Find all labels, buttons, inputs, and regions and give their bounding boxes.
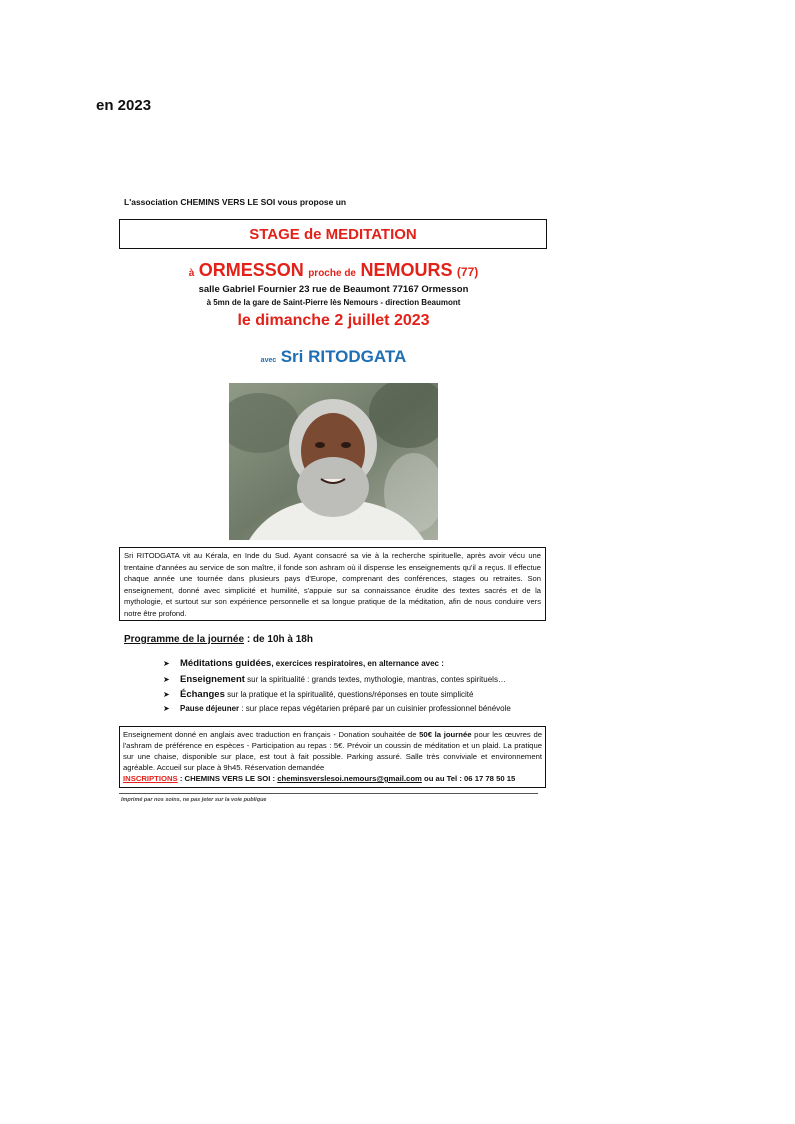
title-box: [119, 219, 547, 249]
location-city: NEMOURS: [360, 260, 453, 280]
arrowhead-bullet-icon: ➤: [163, 704, 170, 713]
teacher-line: [119, 347, 548, 367]
program-hours: : de 10h à 18h: [244, 634, 313, 645]
address: salle Gabriel Fournier 23 rue de Beaumont 77167 Ormesson: [198, 284, 469, 295]
contact-phone: ou au Tel : 06 17 78 50 15: [421, 774, 516, 783]
direction: à 5mn de la gare de Saint-Pierre lès Nemours - direction Beaumont: [206, 298, 461, 307]
program-item: ➤ Méditations guidées, exercices respiratoires, en alternance avec :: [163, 658, 444, 669]
program-label: Programme de la journée: [124, 634, 245, 645]
location-prefix: à: [188, 268, 195, 279]
footer-divider: [119, 793, 538, 794]
arrowhead-bullet-icon: ➤: [163, 675, 170, 684]
teacher-bio: Sri RITODGATA vit au Kérala, en Inde du Sud. Ayant consacré sa vie à la recherche spirituelle, après avoir vécu une trentaine d'années au service de son maître, il fonde son ashram où il dispense les enseignements qu'il a reçus. Il effectue chaque année une tournée dans plusieurs pays d'Europe, comprenant des conférences, stages ou retraites. Son enseignement, donné avec simplicité et humilité, s'appuie sur sa connaissance érudite des textes sacrés et de la mythologie, et surtout sur son expérience personnelle et sa longue pratique de la méditation, afin de nous conduire vers notre être profond.: [119, 547, 546, 621]
program-item: ➤ Enseignement sur la spiritualité : grands textes, mythologie, mantras, contes spirituels…: [163, 674, 506, 685]
event-date: le dimanche 2 juillet 2023: [237, 312, 430, 329]
location-dept: (77): [456, 265, 479, 279]
program-heading: [124, 634, 313, 645]
stage-title: STAGE de MEDITATION: [249, 225, 417, 243]
association-intro: L'association CHEMINS VERS LE SOI vous propose un: [124, 197, 347, 207]
teacher-photo: [229, 383, 438, 540]
location-line: [119, 260, 548, 281]
teacher-name: Sri RITODGATA: [280, 347, 407, 366]
program-item: ➤ Pause déjeuner : sur place repas végétarien préparé par un cuisinier professionnel bénévole: [163, 704, 511, 713]
location-near: proche de: [308, 268, 356, 279]
inscriptions-label: INSCRIPTIONS: [123, 774, 178, 783]
location-town: ORMESSON: [198, 260, 304, 280]
teacher-prefix: avec: [260, 357, 277, 364]
arrowhead-bullet-icon: ➤: [163, 690, 170, 699]
arrowhead-bullet-icon: ➤: [163, 659, 170, 668]
practical-info: Enseignement donné en anglais avec traduction en français - Donation souhaitée de 50€ la journée pour les œuvres de l'ashram de préférence en espèces - Participation au repas : 5€. Prévoir un coussin de méditation et un plaid. La pratique sur une chaise, disponible sur place, est tout à fait possible. Parking assuré. Salle très conviviale et environnement agréable. Accueil sur place à 9h45. Réservation demandée INSCRIPTIONS : CHEMINS VERS LE SOI : cheminsverslesoi.nemours@gmail.com ou au Tel : 06 17 78 50 15: [119, 726, 546, 788]
contact-email-link[interactable]: cheminsverslesoi.nemours@gmail.com: [277, 774, 422, 783]
donation-amount: 50€ la journée: [419, 730, 472, 739]
program-item: ➤ Échanges sur la pratique et la spiritualité, questions/réponses en toute simplicité: [163, 689, 474, 700]
print-notice: Imprimé par nos soins, ne pas jeter sur la voie publique: [121, 797, 267, 803]
year-label: en 2023: [96, 97, 152, 114]
